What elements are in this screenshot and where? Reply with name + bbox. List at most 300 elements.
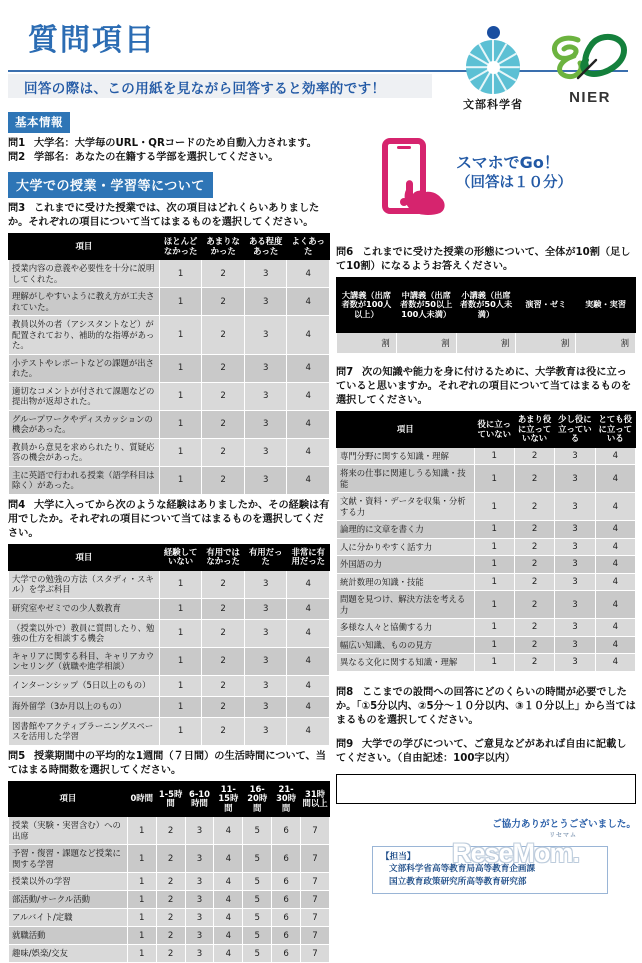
option-cell-1[interactable]: 1	[474, 556, 514, 574]
option-cell-3[interactable]: 3	[555, 591, 595, 619]
option-cell-6[interactable]: 6	[272, 873, 301, 891]
option-cell-1[interactable]: 1	[159, 619, 202, 647]
option-cell-1[interactable]: 1	[159, 438, 202, 466]
option-cell-3[interactable]: 3	[244, 598, 287, 619]
q6-column-header-1: 中講義（出席者数が50以上100人未満）	[396, 278, 456, 333]
option-cell-3[interactable]: 3	[244, 619, 287, 647]
promo-line-2: （回答は１０分）	[456, 174, 572, 191]
table-row	[9, 288, 330, 316]
nier-butterfly-icon	[548, 30, 632, 84]
q3-number: 問3	[8, 203, 26, 215]
q8-number: 問8	[336, 686, 354, 698]
option-cell-3[interactable]: 3	[185, 945, 214, 963]
option-cell-4[interactable]: 4	[595, 447, 635, 465]
row-label: 大学での勉強の方法（スタディ・スキル）を学ぶ科目	[9, 570, 160, 598]
question-5	[8, 750, 330, 778]
q1-number: 問1	[8, 138, 26, 149]
option-cell-2[interactable]: 2	[202, 647, 245, 675]
option-cell-4[interactable]: 4	[287, 717, 330, 745]
q6-column-header-4: 実験・実習	[576, 278, 636, 333]
q4-column-header-2: 有用ではなかった	[202, 544, 245, 570]
option-cell-4[interactable]: 4	[595, 636, 635, 654]
option-cell-1[interactable]: 1	[159, 675, 202, 696]
row-label: 小テストやレポートなどの課題が出された。	[9, 354, 160, 382]
option-cell-7[interactable]: 7	[301, 891, 330, 909]
row-label: 適切なコメントが付されて課題などの提出物が返却された。	[9, 382, 160, 410]
table-row	[337, 521, 636, 539]
option-cell-2[interactable]: 2	[156, 909, 185, 927]
row-label: 専門分野に関する知識・理解	[337, 447, 475, 465]
row-label: 図書館やアクティブラーニングスペースを活用した学習	[9, 717, 160, 745]
option-cell-3[interactable]: 3	[185, 927, 214, 945]
option-cell-2[interactable]: 2	[202, 619, 245, 647]
row-label: インターンシップ（5日以上のもの）	[9, 675, 160, 696]
row-label: 将来の仕事に関連しうる知識・技能	[337, 465, 475, 493]
table-row	[9, 354, 330, 382]
q3-table	[8, 233, 330, 494]
option-cell-1[interactable]: 1	[159, 410, 202, 438]
q3-column-header-item: 項目	[9, 234, 160, 260]
option-cell-1[interactable]: 1	[127, 845, 156, 873]
option-cell-3[interactable]: 3	[555, 573, 595, 591]
option-cell-4[interactable]: 4	[287, 696, 330, 717]
option-cell-3[interactable]: 3	[244, 696, 287, 717]
table-row	[9, 909, 330, 927]
option-cell-1[interactable]: 1	[474, 619, 514, 637]
row-label: アルバイト/定職	[9, 909, 128, 927]
watermark-ruby: リセマム	[549, 832, 578, 839]
option-cell-3[interactable]: 3	[185, 873, 214, 891]
option-cell-3[interactable]: 3	[555, 447, 595, 465]
table-row	[337, 493, 636, 521]
option-cell-1[interactable]: 1	[159, 354, 202, 382]
row-label: 部活動/サークル活動	[9, 891, 128, 909]
option-cell-1[interactable]: 1	[159, 570, 202, 598]
option-cell-4[interactable]: 4	[287, 438, 330, 466]
table-row	[9, 598, 330, 619]
mext-logo	[455, 26, 531, 112]
option-cell-4[interactable]: 4	[214, 817, 243, 845]
section-classes: 大学での授業・学習等について	[8, 172, 213, 198]
option-cell-1[interactable]: 1	[474, 636, 514, 654]
table-row	[337, 636, 636, 654]
option-cell-5[interactable]: 5	[243, 817, 272, 845]
question-7	[336, 366, 636, 408]
option-cell-6[interactable]: 6	[272, 845, 301, 873]
option-cell-4[interactable]: 4	[595, 521, 635, 539]
option-cell-1[interactable]: 1	[159, 717, 202, 745]
option-cell-4[interactable]: 4	[595, 619, 635, 637]
q9-number: 問9	[336, 738, 354, 750]
option-cell-4[interactable]: 4	[214, 873, 243, 891]
option-cell-2[interactable]: 2	[156, 945, 185, 963]
option-cell-5[interactable]: 5	[243, 909, 272, 927]
option-cell-5[interactable]: 5	[243, 873, 272, 891]
table-row	[9, 410, 330, 438]
option-cell-4[interactable]: 4	[214, 927, 243, 945]
option-cell-3[interactable]: 3	[555, 654, 595, 672]
option-cell-3[interactable]: 3	[555, 493, 595, 521]
table-row	[9, 945, 330, 963]
option-cell-7[interactable]: 7	[301, 945, 330, 963]
table-row	[337, 465, 636, 493]
row-label: 海外留学（3か月以上のもの）	[9, 696, 160, 717]
row-label: 文献・資料・データを収集・分析する力	[337, 493, 475, 521]
option-cell-2[interactable]: 2	[514, 465, 554, 493]
q4-header-row	[9, 544, 330, 570]
mext-wheel-icon	[466, 40, 520, 94]
option-cell-1[interactable]: 1	[127, 927, 156, 945]
option-cell-1[interactable]: 1	[474, 465, 514, 493]
option-cell-3[interactable]: 3	[244, 410, 287, 438]
table-row	[9, 817, 330, 845]
promo-line-1: スマホでGo！	[456, 153, 560, 172]
q7-table	[336, 411, 636, 671]
q5-column-header-6: 21-30時間	[272, 781, 301, 816]
table-row	[337, 538, 636, 556]
option-cell-2[interactable]: 2	[202, 466, 245, 494]
q7-column-header-2: あまり役に立っていない	[514, 412, 554, 447]
table-row	[337, 556, 636, 574]
q5-column-header-item: 項目	[9, 781, 128, 816]
option-cell-2[interactable]: 2	[514, 521, 554, 539]
contact-org-2: 国立教育政策研究所高等教育研究部	[389, 876, 527, 887]
row-label: （授業以外で）教員に質問したり、勉強の仕方を相談する機会	[9, 619, 160, 647]
mext-logo-label: 文部科学省	[463, 98, 523, 111]
option-cell-3[interactable]: 3	[555, 521, 595, 539]
q7-text: 次の知識や能力を身に付けるために、大学教育は役に立っていると思いますか。それぞれの項目について当てはまるものを選択してください。	[336, 367, 632, 407]
option-cell-3[interactable]: 3	[244, 675, 287, 696]
q4-column-header-1: 経験していない	[159, 544, 202, 570]
table-row	[9, 570, 330, 598]
table-row	[337, 591, 636, 619]
option-cell-4[interactable]: 4	[595, 591, 635, 619]
row-label: 教員以外の者（アシスタントなど）が配置されており、補助的な指導があった。	[9, 316, 160, 355]
q3-column-header-2: あまりなかった	[202, 234, 245, 260]
table-row	[337, 447, 636, 465]
option-cell-3[interactable]: 3	[244, 466, 287, 494]
option-cell-2[interactable]: 2	[514, 573, 554, 591]
q5-column-header-3: 6-10時間	[185, 781, 214, 816]
option-cell-1[interactable]: 1	[159, 466, 202, 494]
option-cell-1[interactable]: 1	[159, 288, 202, 316]
table-row	[337, 573, 636, 591]
option-cell-3[interactable]: 3	[244, 570, 287, 598]
option-cell-7[interactable]: 7	[301, 845, 330, 873]
table-row	[9, 845, 330, 873]
option-cell-1[interactable]: 1	[474, 521, 514, 539]
thanks-text: ご協力ありがとうございました。	[492, 819, 636, 830]
option-cell-2[interactable]: 2	[514, 493, 554, 521]
option-cell-2[interactable]: 2	[514, 636, 554, 654]
option-cell-2[interactable]: 2	[202, 288, 245, 316]
option-cell-1[interactable]: 1	[474, 591, 514, 619]
option-cell-5[interactable]: 5	[243, 845, 272, 873]
option-cell-4[interactable]: 4	[214, 891, 243, 909]
option-cell-1[interactable]: 1	[127, 873, 156, 891]
option-cell-6[interactable]: 6	[272, 945, 301, 963]
option-cell-2[interactable]: 2	[202, 598, 245, 619]
row-label: 趣味/娯楽/交友	[9, 945, 128, 963]
option-cell-4[interactable]: 4	[287, 316, 330, 355]
option-cell-1[interactable]: 1	[127, 891, 156, 909]
option-cell-2[interactable]: 2	[202, 438, 245, 466]
question-6	[336, 246, 636, 274]
option-cell-1[interactable]: 1	[159, 316, 202, 355]
option-cell-4[interactable]: 4	[287, 466, 330, 494]
q5-table	[8, 781, 330, 963]
contact-org-1: 文部科学省高等教育局高等教育企画課	[389, 864, 536, 875]
table-row	[9, 466, 330, 494]
question-3	[8, 202, 330, 230]
q6-text: これまでに受けた授業の形態について、全体が10割（足して10割）になるようお答えください。	[336, 247, 631, 273]
row-label: 人に分かりやすく話す力	[337, 538, 475, 556]
option-cell-3[interactable]: 3	[555, 636, 595, 654]
q8-text: ここまでの設問への回答にどのくらいの時間が必要でしたか。「①5分以内、②5分～１０分以内、③１０分以上」から当てはまるものを選択してください。	[336, 686, 636, 726]
q5-number: 問5	[8, 750, 26, 762]
option-cell-6[interactable]: 6	[272, 817, 301, 845]
section-basic-info: 基本情報	[8, 112, 70, 133]
option-cell-2[interactable]: 2	[156, 927, 185, 945]
row-label: 幅広い知識、ものの見方	[337, 636, 475, 654]
option-cell-4[interactable]: 4	[287, 260, 330, 288]
q6-value-cell-1[interactable]: 割	[396, 333, 456, 354]
q6-value-row	[337, 333, 636, 354]
option-cell-2[interactable]: 2	[202, 717, 245, 745]
option-cell-4[interactable]: 4	[287, 647, 330, 675]
q7-column-header-1: 役に立っていない	[474, 412, 514, 447]
option-cell-1[interactable]: 1	[127, 909, 156, 927]
q5-column-header-1: 0時間	[127, 781, 156, 816]
q4-number: 問4	[8, 499, 26, 511]
option-cell-2[interactable]: 2	[514, 556, 554, 574]
option-cell-3[interactable]: 3	[244, 316, 287, 355]
table-row	[9, 316, 330, 355]
option-cell-1[interactable]: 1	[474, 493, 514, 521]
option-cell-2[interactable]: 2	[202, 382, 245, 410]
table-row	[9, 717, 330, 745]
pointing-hand-icon	[396, 170, 452, 216]
option-cell-4[interactable]: 4	[595, 465, 635, 493]
table-row	[337, 619, 636, 637]
q9-text: 大学での学びについて、ご意見などがあれば自由に記載してください。（自由記述：100字以内）	[336, 738, 627, 764]
option-cell-7[interactable]: 7	[301, 817, 330, 845]
option-cell-3[interactable]: 3	[244, 717, 287, 745]
option-cell-3[interactable]: 3	[185, 845, 214, 873]
option-cell-7[interactable]: 7	[301, 873, 330, 891]
option-cell-1[interactable]: 1	[474, 573, 514, 591]
logo-group	[455, 26, 635, 118]
q4-column-header-item: 項目	[9, 544, 160, 570]
row-label: 論理的に文章を書く力	[337, 521, 475, 539]
option-cell-2[interactable]: 2	[156, 873, 185, 891]
q2-number: 問2	[8, 152, 26, 164]
option-cell-4[interactable]: 4	[595, 538, 635, 556]
option-cell-5[interactable]: 5	[243, 891, 272, 909]
option-cell-5[interactable]: 5	[243, 927, 272, 945]
q5-column-header-4: 11-15時間	[214, 781, 243, 816]
q5-text: 授業期間中の平均的な1週間（７日間）の生活時間について、当てはまる時間数を選択してください。	[8, 750, 326, 776]
q4-text: 大学に入ってから次のような経験はありましたか、その経験は有用でしたか。それぞれの項目について当てはまるものを選択してください。	[8, 499, 330, 539]
q5-column-header-5: 16-20時間	[243, 781, 272, 816]
row-label: 多様な人々と協働する力	[337, 619, 475, 637]
option-cell-2[interactable]: 2	[156, 817, 185, 845]
q3-text: これまでに受けた授業では、次の項目はどれくらいありましたか。それぞれの項目について当てはまるものを選択してください。	[8, 203, 320, 229]
option-cell-2[interactable]: 2	[202, 570, 245, 598]
row-label: グループワークやディスカッションの機会があった。	[9, 410, 160, 438]
q6-value-cell-4[interactable]: 割	[576, 333, 636, 354]
option-cell-2[interactable]: 2	[202, 354, 245, 382]
option-cell-4[interactable]: 4	[595, 573, 635, 591]
table-row	[9, 696, 330, 717]
option-cell-1[interactable]: 1	[474, 654, 514, 672]
option-cell-4[interactable]: 4	[287, 288, 330, 316]
option-cell-3[interactable]: 3	[185, 891, 214, 909]
smartphone-promo	[378, 138, 628, 234]
q6-table	[336, 277, 636, 354]
table-row	[337, 654, 636, 672]
q5-header-row	[9, 781, 330, 816]
option-cell-1[interactable]: 1	[127, 945, 156, 963]
row-label: 外国語の力	[337, 556, 475, 574]
q3-column-header-1: ほとんどなかった	[159, 234, 202, 260]
option-cell-4[interactable]: 4	[595, 493, 635, 521]
option-cell-1[interactable]: 1	[159, 260, 202, 288]
table-row	[9, 382, 330, 410]
q4-column-header-4: 非常に有用だった	[287, 544, 330, 570]
page-subtitle: 回答の際は、この用紙を見ながら回答すると効率的です！	[24, 81, 386, 97]
option-cell-3[interactable]: 3	[244, 438, 287, 466]
option-cell-2[interactable]: 2	[514, 591, 554, 619]
option-cell-6[interactable]: 6	[272, 927, 301, 945]
watermark-text: ReseMom.	[452, 838, 580, 868]
q6-column-header-0: 大講義（出席者数が100人以上）	[337, 278, 397, 333]
option-cell-3[interactable]: 3	[555, 538, 595, 556]
question-1	[8, 137, 330, 151]
option-cell-3[interactable]: 3	[555, 619, 595, 637]
q7-column-header-3: 少し役に立っている	[555, 412, 595, 447]
row-label: 授業（実験・実習含む）への出席	[9, 817, 128, 845]
option-cell-6[interactable]: 6	[272, 909, 301, 927]
option-cell-1[interactable]: 1	[159, 696, 202, 717]
row-label: 主に英語で行われる授業（語学科目は除く）があった。	[9, 466, 160, 494]
option-cell-4[interactable]: 4	[287, 354, 330, 382]
q4-column-header-3: 有用だった	[244, 544, 287, 570]
option-cell-2[interactable]: 2	[514, 619, 554, 637]
option-cell-2[interactable]: 2	[156, 891, 185, 909]
option-cell-2[interactable]: 2	[202, 260, 245, 288]
free-text-input[interactable]	[336, 774, 636, 804]
row-label: 授業内容の意義や必要性を十分に説明してくれた。	[9, 260, 160, 288]
option-cell-1[interactable]: 1	[127, 817, 156, 845]
option-cell-4[interactable]: 4	[595, 556, 635, 574]
option-cell-3[interactable]: 3	[185, 817, 214, 845]
row-label: 理解がしやすいように教え方が工夫されていた。	[9, 288, 160, 316]
q7-header-row	[337, 412, 636, 447]
option-cell-4[interactable]: 4	[287, 410, 330, 438]
mext-dot-icon	[487, 26, 500, 39]
option-cell-4[interactable]: 4	[287, 619, 330, 647]
question-2	[8, 151, 330, 165]
q6-column-header-3: 演習・ゼミ	[516, 278, 576, 333]
question-8	[336, 686, 636, 728]
option-cell-2[interactable]: 2	[514, 447, 554, 465]
option-cell-3[interactable]: 3	[244, 382, 287, 410]
option-cell-4[interactable]: 4	[287, 570, 330, 598]
q7-column-header-4: とても役に立っている	[595, 412, 635, 447]
option-cell-4[interactable]: 4	[214, 845, 243, 873]
option-cell-3[interactable]: 3	[555, 556, 595, 574]
option-cell-2[interactable]: 2	[156, 845, 185, 873]
option-cell-5[interactable]: 5	[243, 945, 272, 963]
option-cell-1[interactable]: 1	[159, 598, 202, 619]
option-cell-2[interactable]: 2	[202, 316, 245, 355]
table-row	[9, 619, 330, 647]
row-label: 授業以外の学習	[9, 873, 128, 891]
option-cell-7[interactable]: 7	[301, 927, 330, 945]
option-cell-1[interactable]: 1	[474, 538, 514, 556]
option-cell-3[interactable]: 3	[555, 465, 595, 493]
table-row	[9, 260, 330, 288]
q6-value-cell-0[interactable]: 割	[337, 333, 397, 354]
option-cell-7[interactable]: 7	[301, 909, 330, 927]
row-label: 研究室やゼミでの少人数教育	[9, 598, 160, 619]
option-cell-3[interactable]: 3	[244, 288, 287, 316]
q6-value-cell-3[interactable]: 割	[516, 333, 576, 354]
q1-text: 大学名：大学毎のURL・QRコードのため自動入力されます。	[34, 138, 317, 149]
option-cell-3[interactable]: 3	[185, 909, 214, 927]
question-4	[8, 499, 330, 541]
option-cell-3[interactable]: 3	[244, 647, 287, 675]
option-cell-4[interactable]: 4	[287, 382, 330, 410]
option-cell-6[interactable]: 6	[272, 891, 301, 909]
option-cell-1[interactable]: 1	[159, 382, 202, 410]
option-cell-4[interactable]: 4	[214, 945, 243, 963]
option-cell-2[interactable]: 2	[202, 675, 245, 696]
option-cell-1[interactable]: 1	[474, 447, 514, 465]
row-label: 異なる文化に関する知識・理解	[337, 654, 475, 672]
option-cell-3[interactable]: 3	[244, 354, 287, 382]
page-title: 質問項目	[28, 23, 156, 58]
promo-text	[456, 152, 572, 193]
nier-logo-label: NIER	[569, 89, 611, 106]
row-label: 問題を見つけ、解決方法を考える力	[337, 591, 475, 619]
row-label: 教員から意見を求められたり、質疑応答の機会があった。	[9, 438, 160, 466]
right-column	[336, 242, 636, 894]
left-column	[8, 112, 330, 963]
option-cell-4[interactable]: 4	[214, 909, 243, 927]
option-cell-4[interactable]: 4	[595, 654, 635, 672]
option-cell-1[interactable]: 1	[159, 647, 202, 675]
q7-column-header-item: 項目	[337, 412, 475, 447]
option-cell-2[interactable]: 2	[514, 654, 554, 672]
table-row	[9, 927, 330, 945]
option-cell-3[interactable]: 3	[244, 260, 287, 288]
table-row	[9, 438, 330, 466]
table-row	[9, 647, 330, 675]
option-cell-2[interactable]: 2	[202, 696, 245, 717]
option-cell-4[interactable]: 4	[287, 598, 330, 619]
q4-table	[8, 544, 330, 746]
q5-column-header-2: 1-5時間	[156, 781, 185, 816]
nier-logo	[547, 30, 633, 106]
table-row	[9, 891, 330, 909]
q6-value-cell-2[interactable]: 割	[456, 333, 516, 354]
q2-text: 学部名：あなたの在籍する学部を選択してください。	[34, 152, 279, 164]
option-cell-2[interactable]: 2	[514, 538, 554, 556]
option-cell-4[interactable]: 4	[287, 675, 330, 696]
option-cell-2[interactable]: 2	[202, 410, 245, 438]
